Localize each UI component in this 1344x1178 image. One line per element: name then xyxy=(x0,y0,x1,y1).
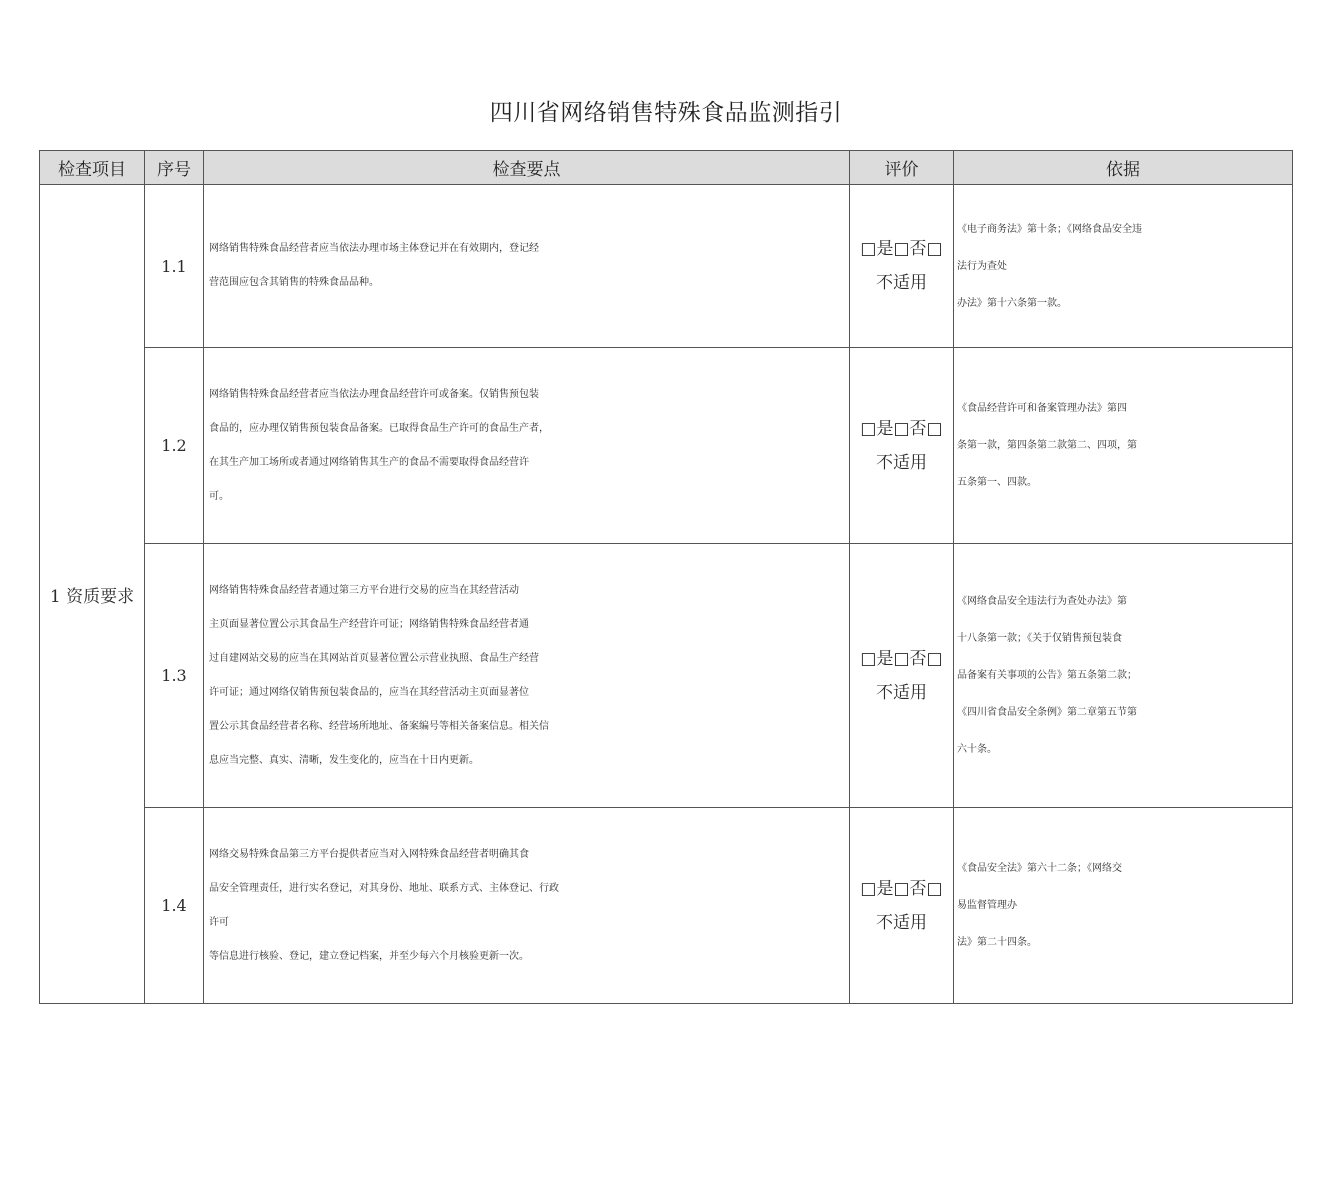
points-line: 品安全管理责任，进行实名登记，对其身份、地址、联系方式、主体登记、行政 xyxy=(209,882,559,894)
basis-line: 《网络食品安全违法行为查处办法》第 xyxy=(957,596,1127,607)
basis-line: 《电子商务法》第十条；《网络食品安全违 xyxy=(957,223,1142,235)
header-evaluation: 评价 xyxy=(850,151,954,185)
points-cell xyxy=(204,348,850,544)
category-cell: 1 资质要求 xyxy=(40,185,145,1004)
not-applicable-label: 不适用 xyxy=(876,452,927,473)
table-row xyxy=(40,348,1293,544)
table-header-row xyxy=(40,151,1293,185)
table-row xyxy=(40,544,1293,808)
basis-cell xyxy=(954,808,1293,1004)
points-cell xyxy=(204,544,850,808)
evaluation-cell xyxy=(850,185,954,348)
points-line: 许可证；通过网络仅销售预包装食品的，应当在其经营活动主页面显著位 xyxy=(209,686,529,698)
not-applicable-label: 不适用 xyxy=(876,682,927,703)
evaluation-checkboxes[interactable]: □是□否□ xyxy=(860,648,943,669)
table-row xyxy=(40,808,1293,1004)
table-row xyxy=(40,185,1293,348)
basis-line: 十八条第一款；《关于仅销售预包装食 xyxy=(957,633,1122,644)
basis-cell xyxy=(954,544,1293,808)
basis-line: 条第一款，第四条第二款第二、四项，第 xyxy=(957,440,1137,451)
points-line: 主页面显著位置公示其食品生产经营许可证；网络销售特殊食品经营者通 xyxy=(209,618,529,630)
points-line: 可。 xyxy=(209,490,229,502)
header-points: 检查要点 xyxy=(204,151,850,185)
points-line: 过自建网站交易的应当在其网站首页显著位置公示营业执照、食品生产经营 xyxy=(209,652,539,664)
points-line: 息应当完整、真实、清晰，发生变化的，应当在十日内更新。 xyxy=(209,754,479,766)
not-applicable-label: 不适用 xyxy=(876,273,927,293)
header-seq: 序号 xyxy=(145,151,204,185)
seq-cell: 1.2 xyxy=(145,348,204,544)
evaluation-cell xyxy=(850,544,954,808)
points-line: 在其生产加工场所或者通过网络销售其生产的食品不需要取得食品经营许 xyxy=(209,456,529,468)
points-line: 营范围应包含其销售的特殊食品品种。 xyxy=(209,277,379,288)
header-basis: 依据 xyxy=(954,151,1293,185)
basis-line: 五条第一、四款。 xyxy=(957,477,1037,488)
basis-line: 《四川省食品安全条例》第二章第五节第 xyxy=(957,707,1137,718)
basis-line: 办法》第十六条第一款。 xyxy=(957,297,1067,309)
points-line: 网络销售特殊食品经营者应当依法办理食品经营许可或备案。仅销售预包装 xyxy=(209,388,539,400)
basis-cell xyxy=(954,185,1293,348)
points-cell xyxy=(204,185,850,348)
seq-cell: 1.4 xyxy=(145,808,204,1004)
not-applicable-label: 不适用 xyxy=(876,912,927,933)
basis-line: 法》第二十四条。 xyxy=(957,937,1037,948)
points-line: 网络销售特殊食品经营者应当依法办理市场主体登记并在有效期内，登记经 xyxy=(209,243,539,254)
basis-cell xyxy=(954,348,1293,544)
points-line: 网络销售特殊食品经营者通过第三方平台进行交易的应当在其经营活动 xyxy=(209,584,519,596)
points-line: 置公示其食品经营者名称、经营场所地址、备案编号等相关备案信息。相关信 xyxy=(209,720,549,732)
evaluation-checkboxes[interactable]: □是□否□ xyxy=(860,239,943,259)
seq-cell: 1.1 xyxy=(145,185,204,348)
basis-line: 法行为查处 xyxy=(957,260,1007,272)
basis-line: 《食品经营许可和备案管理办法》第四 xyxy=(957,403,1127,414)
evaluation-cell xyxy=(850,348,954,544)
evaluation-cell xyxy=(850,808,954,1004)
header-category: 检查项目 xyxy=(40,151,145,185)
page-title: 四川省网络销售特殊食品监测指引 xyxy=(489,100,843,126)
points-line: 食品的，应办理仅销售预包装食品备案。已取得食品生产许可的食品生产者， xyxy=(209,422,549,434)
evaluation-checkboxes[interactable]: □是□否□ xyxy=(860,418,943,439)
basis-line: 易监督管理办 xyxy=(957,900,1017,911)
basis-line: 六十条。 xyxy=(957,744,997,755)
inspection-table xyxy=(39,150,1293,1004)
basis-line: 《食品安全法》第六十二条；《网络交 xyxy=(957,863,1122,874)
points-line: 等信息进行核验、登记，建立登记档案，并至少每六个月核验更新一次。 xyxy=(209,950,529,962)
basis-line: 品备案有关事项的公告》第五条第二款； xyxy=(957,670,1137,681)
seq-cell: 1.3 xyxy=(145,544,204,808)
points-line: 网络交易特殊食品第三方平台提供者应当对入网特殊食品经营者明确其食 xyxy=(209,848,529,860)
points-line: 许可 xyxy=(209,916,229,928)
evaluation-checkboxes[interactable]: □是□否□ xyxy=(860,878,943,899)
points-cell xyxy=(204,808,850,1004)
